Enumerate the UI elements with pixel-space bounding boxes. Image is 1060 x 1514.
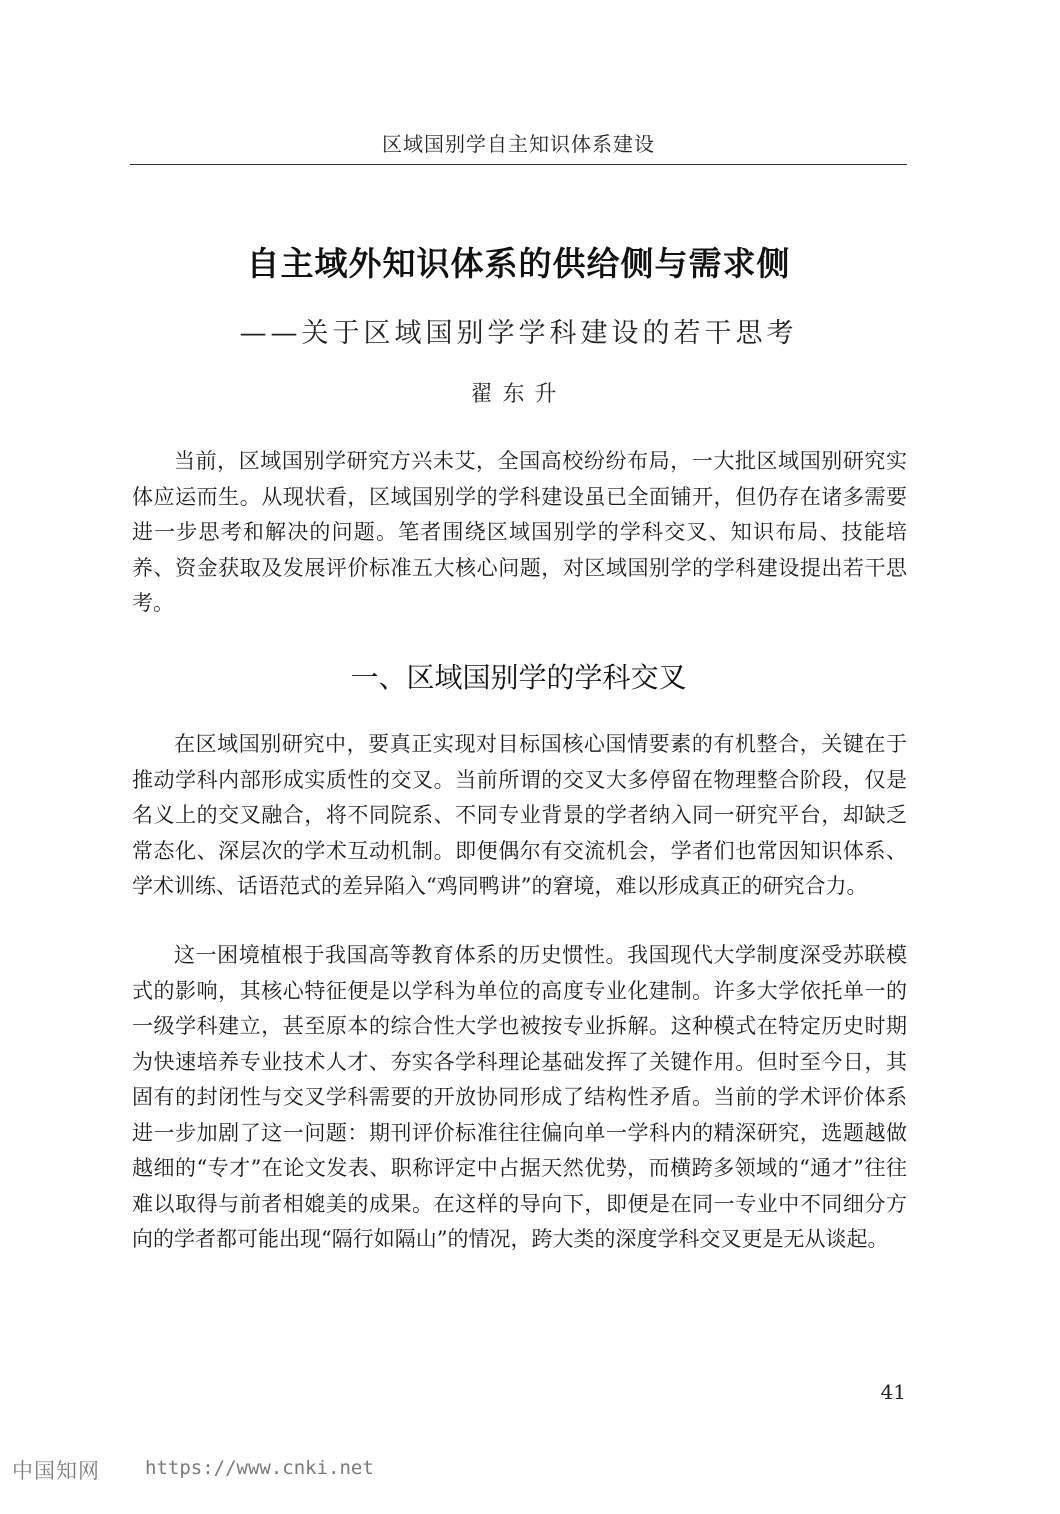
cnki-url[interactable]: https://www.cnki.net [145,1457,374,1479]
intro-paragraph: 当前，区域国别学研究方兴未艾，全国高校纷纷布局，一大批区域国别研究实体应运而生。从现状看，区域国别学的学科建设虽已全面铺开，但仍存在诸多需要进一步思考和解决的问题。笔者围绕区域国别学的学科交叉、知识布局、技能培养、资金获取及发展评价标准五大核心问题，对区域国别学的学科建设提出若干思考。 [132,449,907,615]
body-paragraph: 在区域国别研究中，要真正实现对目标国核心国情要素的有机整合，关键在于推动学科内部形成实质性的交叉。当前所谓的交叉大多停留在物理整合阶段，仅是名义上的交叉融合，将不同院系、不同专业背景的学者纳入同一研究平台，却缺乏常态化、深层次的学术互动机制。即便偶尔有交流机会，学者们也常因知识体系、学术训练、话语范式的差异陷入“鸡同鸭讲”的窘境，难以形成真正的研究合力。 [132,732,907,898]
page-number: 41 [880,1380,906,1404]
author-name: 翟东升 [470,382,567,407]
article-title: 自主域外知识体系的供给侧与需求侧 [246,244,791,283]
header-divider [130,164,907,165]
cnki-logo: 中国知网 [12,1459,100,1483]
body-paragraph: 这一困境植根于我国高等教育体系的历史惯性。我国现代大学制度深受苏联模式的影响，其核心特征便是以学科为单位的高度专业化建制。许多大学依托单一的一级学科建立，甚至原本的综合性大学也被按专业拆解。这种模式在特定历史时期为快速培养专业技术人才、夯实各学科理论基础发挥了关键作用。但时至今日，其固有的封闭性与交叉学科需要的开放协同形成了结构性矛盾。当前的学术评价体系进一步加剧了这一问题：期刊评价标准往往偏向单一学科内的精深研究，选题越做越细的“专才”在论文发表、职称评定中占据天然优势，而横跨多领域的“通才”往往难以取得与前者相媲美的成果。在这样的导向下，即便是在同一专业中不同细分方向的学者都可能出现“隔行如隔山”的情况，跨大类的深度学科交叉更是无从谈起。 [132,943,907,1251]
section-heading: 一、区域国别学的学科交叉 [350,661,687,694]
running-header: 区域国别学自主知识体系建设 [382,132,655,156]
article-subtitle: ——关于区域国别学学科建设的若干思考 [239,318,798,349]
